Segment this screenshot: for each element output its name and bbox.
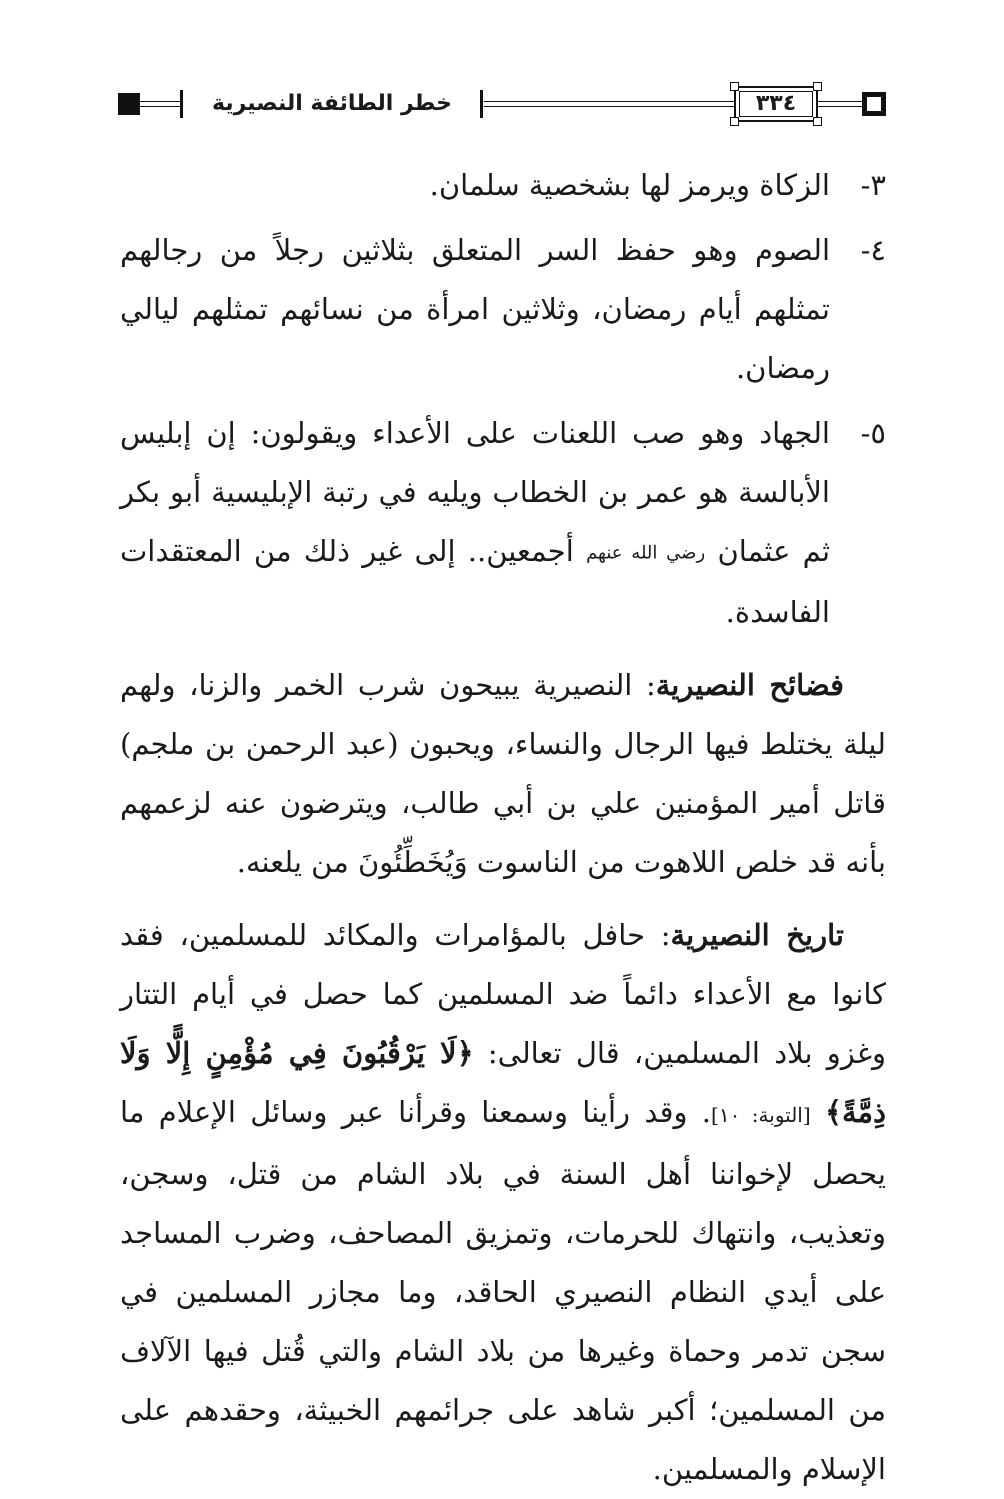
list-item-text-part: أجمعين.. إلى غير ذلك من المعتقدات الفاسدة. <box>120 534 830 629</box>
quran-verse: لَا يَرْقُبُونَ فِي مُؤْمِنٍ إِلًّا وَلَا ذِمَّةً <box>120 1035 886 1129</box>
quran-bracket-close: ﴾ <box>825 1094 842 1129</box>
list-item-text: الزكاة ويرمز لها بشخصية سلمان. <box>429 168 830 202</box>
header-bar-middle <box>480 90 483 118</box>
header-rule-right <box>818 101 868 107</box>
paragraph-text: : النصيرية يبيحون شرب الخمر والزنا، ولهم ليلة يختلط فيها الرجال والنساء، ويحبون (عبد الرحمن بن ملجم) قاتل أمير المؤمنين علي بن أبي طالب، ويترضون عنه لزعمهم بأنه قد خلص اللاهوت من الناسوت وَيُخَطِّئُونَ من يلعنه. <box>120 667 886 879</box>
paragraph-text: : حافل بالمؤامرات والمكائد للمسلمين، فقد كانوا مع الأعداء دائماً ضد المسلمين كما حصل في أيام التتار وغزو بلاد المسلمين، قال تعالى: <box>120 917 886 1070</box>
page-header <box>118 84 886 124</box>
list-item <box>120 221 886 398</box>
page-number: ٣٣٤ <box>755 91 797 116</box>
paragraph-history <box>120 906 886 1499</box>
header-bar-left <box>180 90 183 118</box>
header-title: خطر الطائفة النصيرية <box>212 91 452 116</box>
page-body <box>120 156 886 1499</box>
list-item-number: ٣- <box>860 168 886 202</box>
paragraph-text: . وقد رأينا وسمعنا وقرأنا عبر وسائل الإعلام ما يحصل لإخواننا أهل السنة في بلاد الشام من قتل، وسجن، وتعذيب، وانتهاك للحرمات، وتمزيق المصاحف، وضرب المساجد على أيدي النظام النصيري الحاقد، وما مجازر المسلمين في سجن تدمر وحماة وغيرها من بلاد الشام والتي قُتل فيها الآلاف من المسلمين؛ أكبر شاهد على جرائمهم الخبيثة، وحقدهم على الإسلام والمسلمين. <box>120 1094 886 1486</box>
list-item-text-part: الجهاد وهو صب اللعنات على الأعداء ويقولون: إن إبليس الأبالسة هو عمر بن الخطاب ويليه في رتبة الإبليسية أبو بكر ثم عثمان <box>120 416 831 568</box>
page-number-frame <box>734 86 818 122</box>
list-item-text: الصوم وهو حفظ السر المتعلق بثلاثين رجلاً من رجالهم تمثلهم أيام رمضان، وثلاثين امرأة من نسائهم تمثلهم ليالي رمضان. <box>120 233 830 385</box>
verse-reference: [التوبة: ١٠] <box>711 1102 811 1127</box>
paragraph-heading: فضائح النصيرية <box>655 667 844 702</box>
list-item-number: ٤- <box>860 233 886 267</box>
list-item <box>120 156 886 215</box>
list-item-text <box>120 404 830 642</box>
paragraph-heading: تاريخ النصيرية <box>670 917 845 952</box>
header-rule-left <box>136 101 180 107</box>
header-rule-middle <box>484 101 734 107</box>
list-item <box>120 404 886 642</box>
header-square-left <box>118 93 140 115</box>
honorific-ligature: رضي الله عنهم <box>586 542 706 564</box>
paragraph-scandals <box>120 656 886 892</box>
quran-bracket-open: ﴿ <box>456 1035 474 1070</box>
list-item-number: ٥- <box>860 416 886 450</box>
header-square-right <box>862 92 886 116</box>
